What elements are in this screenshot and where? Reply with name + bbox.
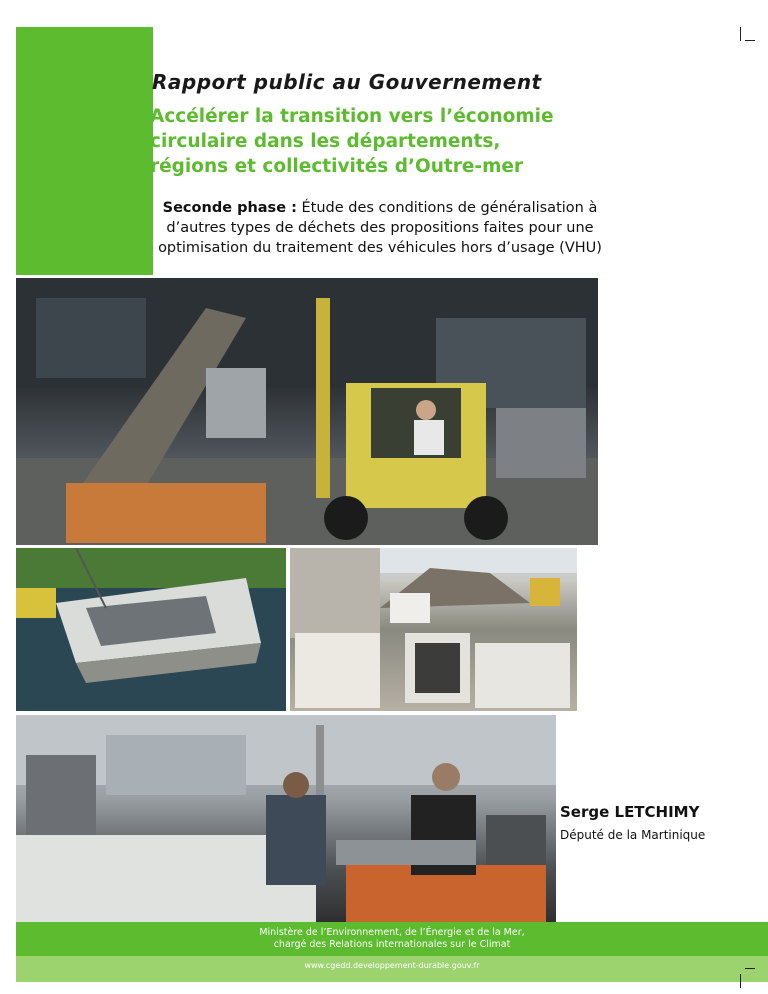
website-link[interactable]: www.cgedd.developpement-durable.gouv.fr bbox=[304, 961, 480, 970]
photo-sorting-line-illustration bbox=[16, 715, 556, 922]
ministry-line: Ministère de l’Environnement, de l’Énergie et de la Mer, bbox=[259, 927, 525, 938]
report-title bbox=[150, 104, 610, 179]
ministry-name bbox=[16, 927, 768, 951]
report-subtitle bbox=[140, 198, 620, 258]
photo-forklift-warehouse bbox=[16, 278, 598, 545]
crop-mark bbox=[740, 974, 741, 988]
photo-scrap-yard-illustration bbox=[290, 548, 577, 711]
photo-scrap-yard bbox=[290, 548, 577, 711]
green-accent-block bbox=[16, 27, 153, 275]
crop-mark bbox=[745, 40, 755, 41]
author-name: Serge LETCHIMY bbox=[560, 803, 700, 821]
report-kicker: Rapport public au Gouvernement bbox=[152, 70, 542, 94]
photo-sunken-boat bbox=[16, 548, 286, 711]
author-role: Député de la Martinique bbox=[560, 828, 706, 842]
subtitle-phase: Seconde phase : bbox=[162, 200, 297, 216]
photo-forklift-warehouse-illustration bbox=[16, 278, 598, 545]
ministry-line: chargé des Relations internationales sur le Climat bbox=[273, 939, 511, 950]
subtitle-text: Étude des conditions de généralisation à d’autres types de déchets des propositions faites pour une optimisation du traitement des véhicules hors d’usage (VHU) bbox=[158, 200, 602, 256]
title-line: circulaire dans les départements, bbox=[150, 131, 501, 152]
title-line: Accélérer la transition vers l’économie bbox=[150, 106, 554, 127]
crop-mark bbox=[740, 27, 741, 41]
crop-mark bbox=[745, 968, 755, 969]
photo-sorting-line bbox=[16, 715, 556, 922]
title-line: régions et collectivités d’Outre-mer bbox=[150, 156, 524, 177]
photo-sunken-boat-illustration bbox=[16, 548, 286, 711]
